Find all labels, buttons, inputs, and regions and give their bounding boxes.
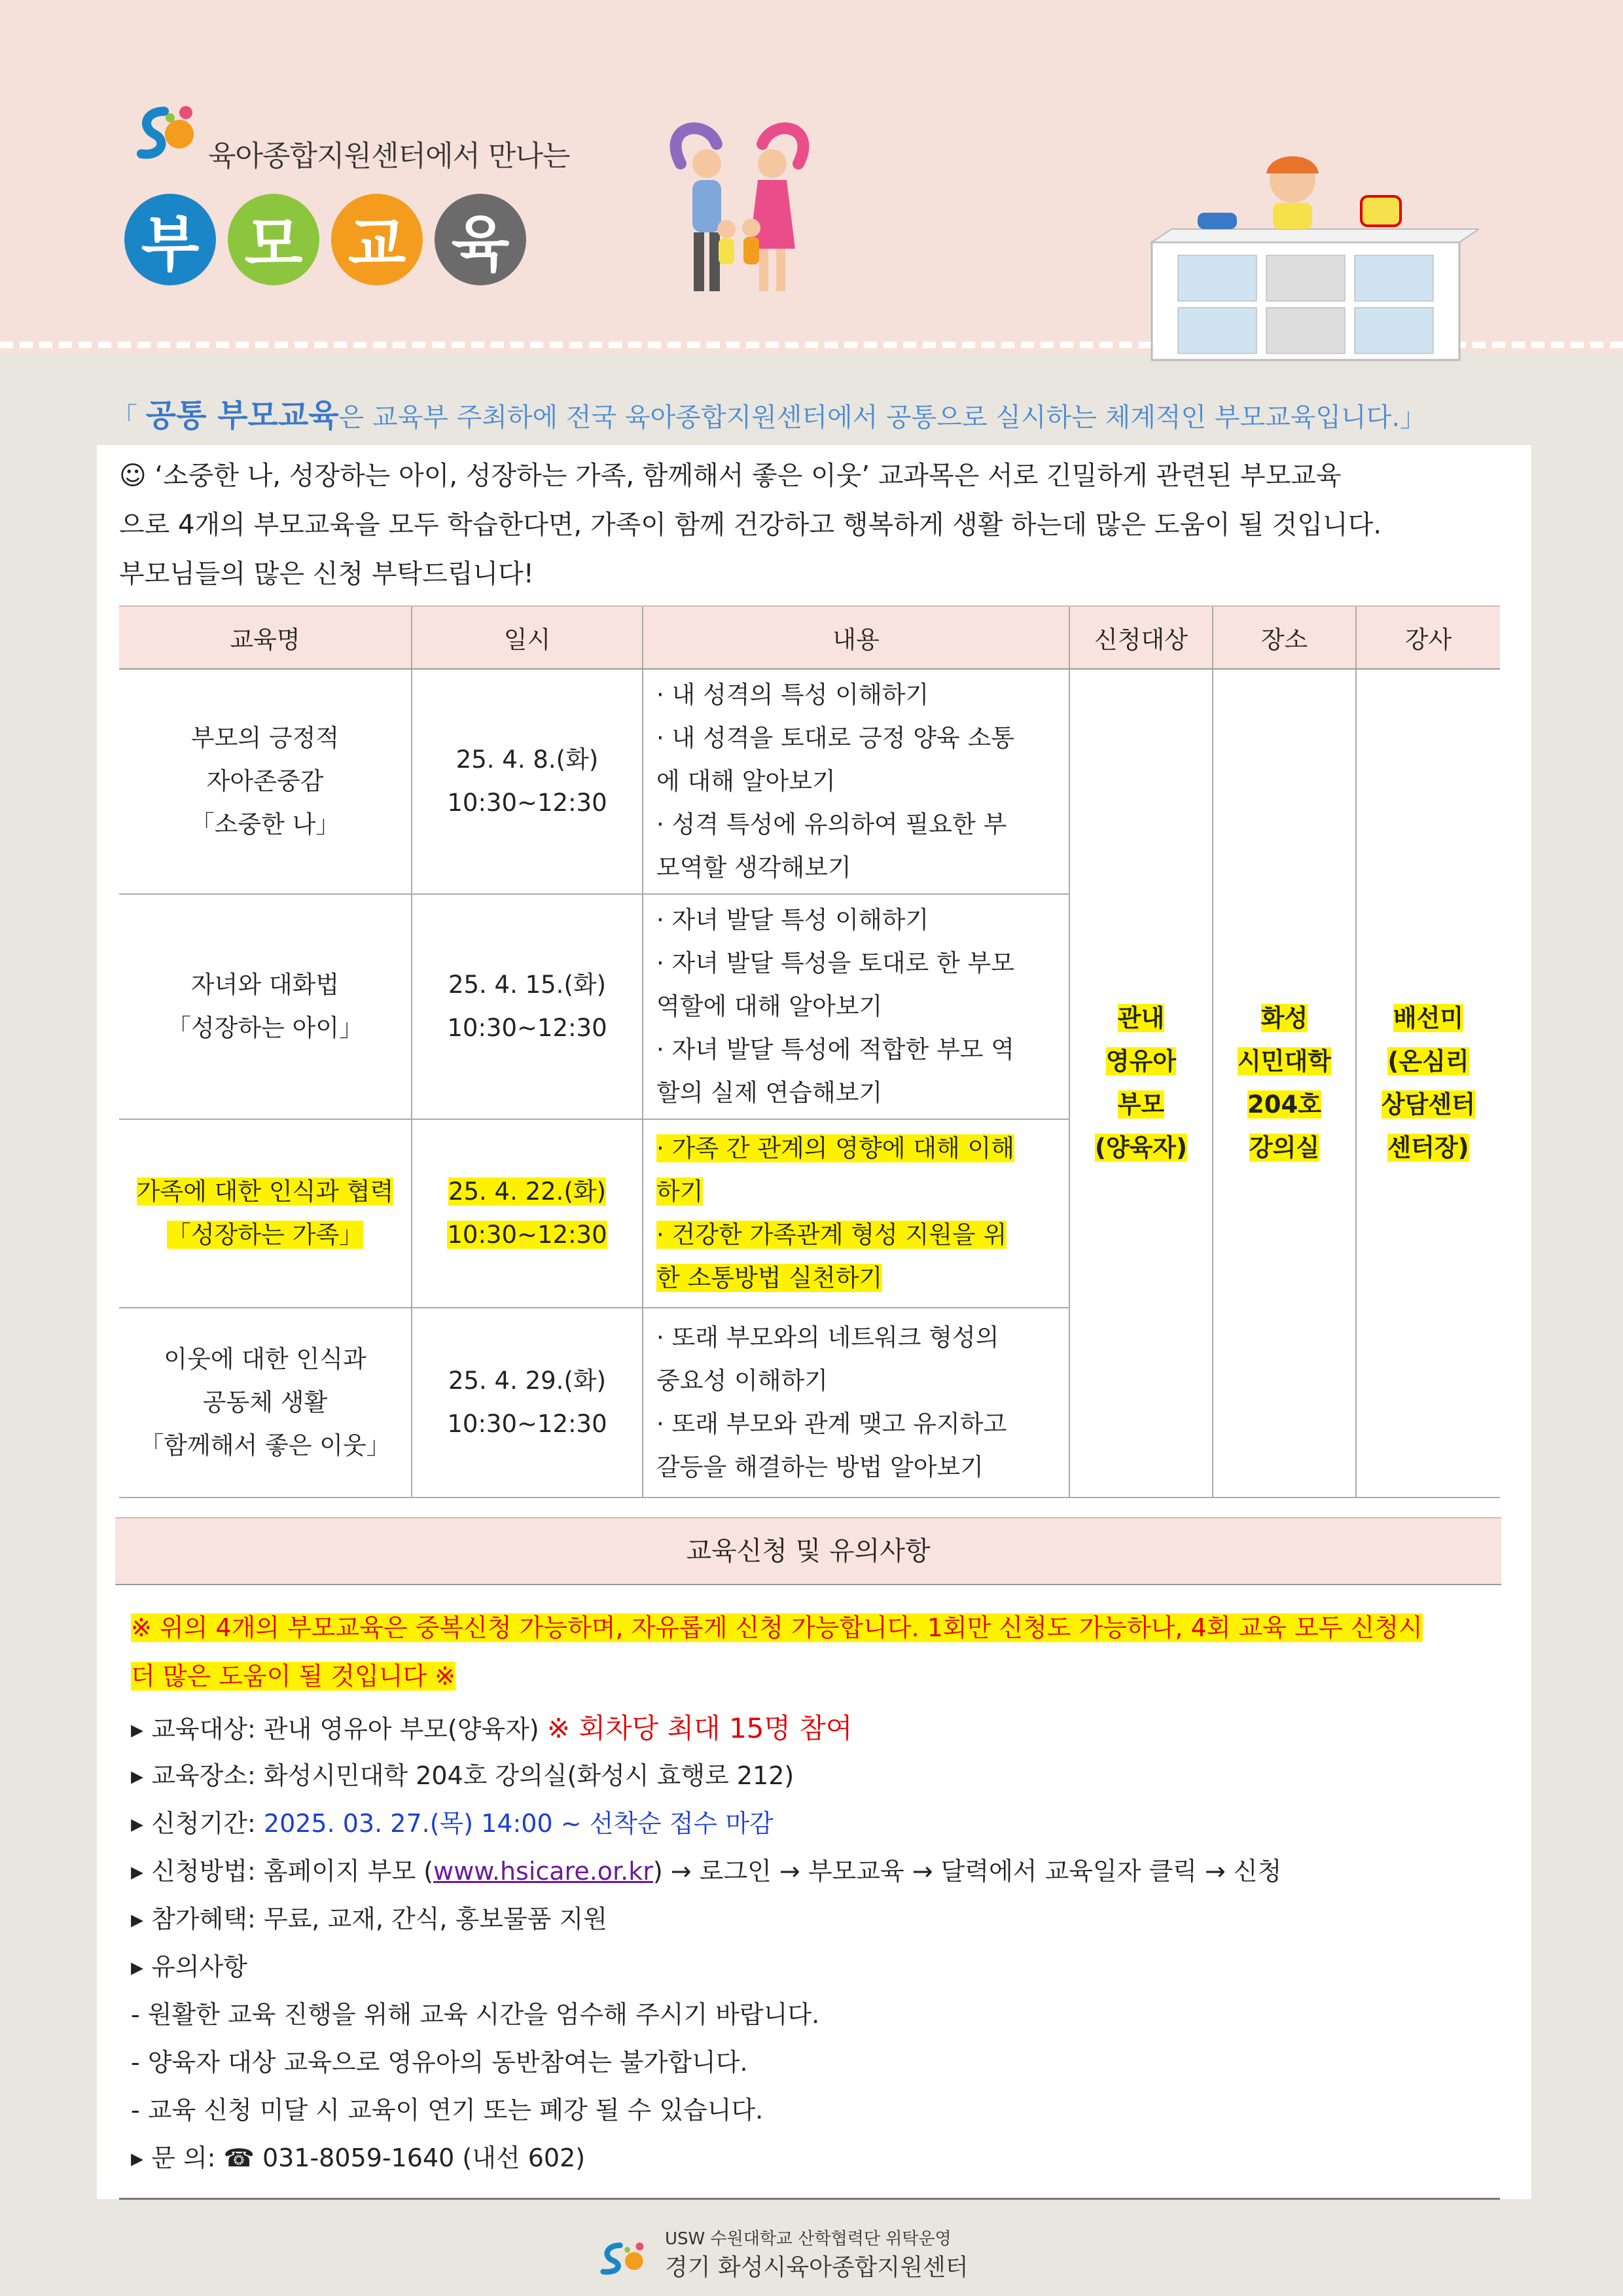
date-line: 25. 4. 15.(화) xyxy=(448,971,607,999)
date-line: 25. 4. 8.(화) xyxy=(455,745,599,774)
caution-item: - 교육 신청 미달 시 교육이 연기 또는 폐강 될 수 있습니다. xyxy=(131,2096,764,2125)
intro-banner xyxy=(111,390,1426,435)
cell-content xyxy=(643,1308,1069,1498)
title-char-2: 모 xyxy=(228,194,319,285)
time-line: 10:30~12:30 xyxy=(447,1221,607,1249)
content-line: · 내 성격의 특성 이해하기 xyxy=(656,681,929,709)
name-line: 공동체 생활 xyxy=(202,1388,328,1416)
place-line: 화성 xyxy=(1260,1004,1308,1032)
content-line: 한 소통방법 실천하기 xyxy=(656,1264,883,1292)
target-label: ▸ 교육대상: 관내 영유아 부모(양육자) xyxy=(131,1715,539,1744)
method-rest: ) → 로그인 → 부모교육 → 달력에서 교육일자 클릭 → 신청 xyxy=(652,1857,1282,1886)
date-line: 25. 4. 29.(화) xyxy=(448,1367,607,1395)
notice-section xyxy=(131,1604,1492,2182)
center-logo-icon xyxy=(128,98,200,170)
intro-open: 「 xyxy=(111,403,137,433)
content-line: · 가족 간 관계의 영향에 대해 이해 xyxy=(656,1134,1014,1162)
cell-name xyxy=(119,894,412,1119)
footer-center-name: 경기 화성시육아종합지원센터 xyxy=(665,2254,969,2281)
cell-place xyxy=(1213,669,1356,1498)
content-line: · 성격 특성에 유의하여 필요한 부 xyxy=(656,810,1007,838)
content-line: · 내 성격을 토대로 긍정 양육 소통 xyxy=(656,724,1014,752)
warning-block xyxy=(131,1604,1492,1700)
footer-divider xyxy=(119,2198,1500,2200)
content-line: 에 대해 알아보기 xyxy=(656,767,836,795)
period-value: 2025. 03. 27.(목) 14:00 ~ 선착순 접수 마감 xyxy=(263,1809,774,1838)
paragraph-line: 으로 4개의 부모교육을 모두 학습한다면, 가족이 함께 건강하고 행복하게 생활 하는데 많은 도움이 될 것입니다. xyxy=(119,510,1382,540)
content-line: · 건강한 가족관계 형성 지원을 위 xyxy=(656,1221,1007,1249)
cell-name xyxy=(119,669,412,894)
col-header-lecturer: 강사 xyxy=(1356,606,1500,669)
method-info xyxy=(131,1848,1492,1895)
cell-date xyxy=(412,1308,643,1498)
period-label: ▸ 신청기간: xyxy=(131,1809,256,1838)
target-line: (양육자) xyxy=(1094,1134,1188,1162)
place-line: 204호 xyxy=(1247,1090,1321,1119)
caution-item: - 양육자 대상 교육으로 영유아의 동반참여는 불가합니다. xyxy=(131,2048,748,2077)
table-row xyxy=(119,669,1500,894)
table-header-row xyxy=(119,606,1500,669)
toy-shelf-illustration-icon xyxy=(1139,151,1479,367)
name-line: 자아존중감 xyxy=(206,767,324,795)
lecturer-line: (온심리 xyxy=(1387,1047,1469,1075)
target-line: 관내 xyxy=(1117,1004,1165,1032)
content-line: · 또래 부모와 관계 맺고 유지하고 xyxy=(656,1410,1007,1438)
schedule-table xyxy=(119,605,1500,1498)
cell-date xyxy=(412,669,643,894)
cell-name xyxy=(119,1119,412,1308)
lecturer-line: 상담센터 xyxy=(1382,1090,1475,1119)
intro-highlight: 공통 부모교육 xyxy=(145,397,339,434)
name-line: 「성장하는 가족」 xyxy=(166,1221,364,1249)
footer-logo-icon xyxy=(593,2240,658,2279)
capacity-note: ※ 회차당 최대 15명 참여 xyxy=(546,1712,853,1744)
content-line: · 자녀 발달 특성을 토대로 한 부모 xyxy=(656,949,1014,977)
title-char-3: 교 xyxy=(331,194,423,285)
content-line: 갈등을 해결하는 방법 알아보기 xyxy=(656,1453,984,1481)
target-info xyxy=(131,1704,1492,1752)
col-header-target: 신청대상 xyxy=(1069,606,1213,669)
name-line: 「성장하는 아이」 xyxy=(166,1014,364,1042)
cell-date xyxy=(412,1119,643,1308)
intro-rest: 은 교육부 주최하에 전국 육아종합지원센터에서 공통으로 실시하는 체계적인 부모교육입니다.」 xyxy=(338,403,1427,433)
cell-content xyxy=(643,894,1069,1119)
time-line: 10:30~12:30 xyxy=(447,1014,607,1042)
caution-item: - 원활한 교육 진행을 위해 교육 시간을 엄수해 주시기 바랍니다. xyxy=(131,2000,820,2029)
cell-date xyxy=(412,894,643,1119)
cell-name xyxy=(119,1308,412,1498)
name-line: 가족에 대한 인식과 협력 xyxy=(136,1177,394,1206)
title-char-4: 육 xyxy=(435,194,526,285)
name-line: 부모의 긍정적 xyxy=(190,724,340,752)
benefit-info: ▸ 참가혜택: 무료, 교재, 간식, 홍보물품 지원 xyxy=(131,1905,607,1933)
content-line: 모역할 생각해보기 xyxy=(656,853,851,882)
warning-line: 더 많은 도움이 될 것입니다 ※ xyxy=(131,1662,456,1691)
name-line: 「함께해서 좋은 이웃」 xyxy=(139,1431,391,1460)
content-line: 하기 xyxy=(656,1177,704,1206)
title-circles xyxy=(124,194,526,285)
warning-line: ※ 위의 4개의 부모교육은 중복신청 가능하며, 자유롭게 신청 가능합니다. 1회만 신청도 가능하나, 4회 교육 모두 신청시 xyxy=(131,1613,1423,1642)
content-line: · 또래 부모와의 네트워크 형성의 xyxy=(656,1323,999,1352)
place-info: ▸ 교육장소: 화성시민대학 204호 강의실(화성시 효행로 212) xyxy=(131,1761,794,1790)
paragraph-line: 부모님들의 많은 신청 부탁드립니다! xyxy=(119,559,534,589)
col-header-name: 교육명 xyxy=(119,606,412,669)
family-illustration-icon xyxy=(654,118,825,301)
header-subtitle: 육아종합지원센터에서 만나는 xyxy=(208,139,570,173)
caution-label: ▸ 유의사항 xyxy=(131,1952,247,1981)
lecturer-line: 배선미 xyxy=(1393,1004,1464,1032)
col-header-content: 내용 xyxy=(643,606,1069,669)
cell-lecturer xyxy=(1356,669,1500,1498)
col-header-date: 일시 xyxy=(412,606,643,669)
notice-header: 교육신청 및 유의사항 xyxy=(115,1517,1501,1585)
title-char-1: 부 xyxy=(124,194,216,285)
intro-paragraph xyxy=(119,452,1500,599)
homepage-link[interactable]: www.hsicare.or.kr xyxy=(433,1857,653,1886)
target-line: 부모 xyxy=(1117,1090,1165,1119)
cell-content xyxy=(643,1119,1069,1308)
content-line: · 자녀 발달 특성 이해하기 xyxy=(656,906,929,934)
method-label: ▸ 신청방법: 홈페이지 부모 ( xyxy=(131,1857,434,1886)
name-line: 이웃에 대한 인식과 xyxy=(164,1345,366,1373)
paragraph-line: ☺ ‘소중한 나, 성장하는 아이, 성장하는 가족, 함께해서 좋은 이웃’ 교과목은 서로 긴밀하게 관련된 부모교육 xyxy=(119,461,1342,491)
content-line: · 자녀 발달 특성에 적합한 부모 역 xyxy=(656,1035,1014,1064)
date-line: 25. 4. 22.(화) xyxy=(448,1177,607,1206)
place-line: 강의실 xyxy=(1249,1134,1320,1162)
cell-content xyxy=(643,669,1069,894)
name-line: 「소중한 나」 xyxy=(190,810,340,838)
time-line: 10:30~12:30 xyxy=(447,1410,607,1438)
name-line: 자녀와 대화법 xyxy=(190,971,340,999)
period-info xyxy=(131,1800,1492,1848)
contact-info: ▸ 문 의: ☎ 031-8059-1640 (내선 602) xyxy=(131,2144,586,2172)
content-line: 역할에 대해 알아보기 xyxy=(656,992,883,1020)
col-header-place: 장소 xyxy=(1213,606,1356,669)
cell-target xyxy=(1069,669,1213,1498)
content-line: 할의 실제 연습해보기 xyxy=(656,1079,883,1107)
time-line: 10:30~12:30 xyxy=(447,789,607,817)
target-line: 영유아 xyxy=(1105,1047,1177,1075)
lecturer-line: 센터장) xyxy=(1387,1134,1469,1162)
content-line: 중요성 이해하기 xyxy=(656,1367,828,1395)
footer-operator: USW 수원대학교 산학협력단 위탁운영 xyxy=(665,2229,952,2249)
place-line: 시민대학 xyxy=(1238,1047,1331,1075)
